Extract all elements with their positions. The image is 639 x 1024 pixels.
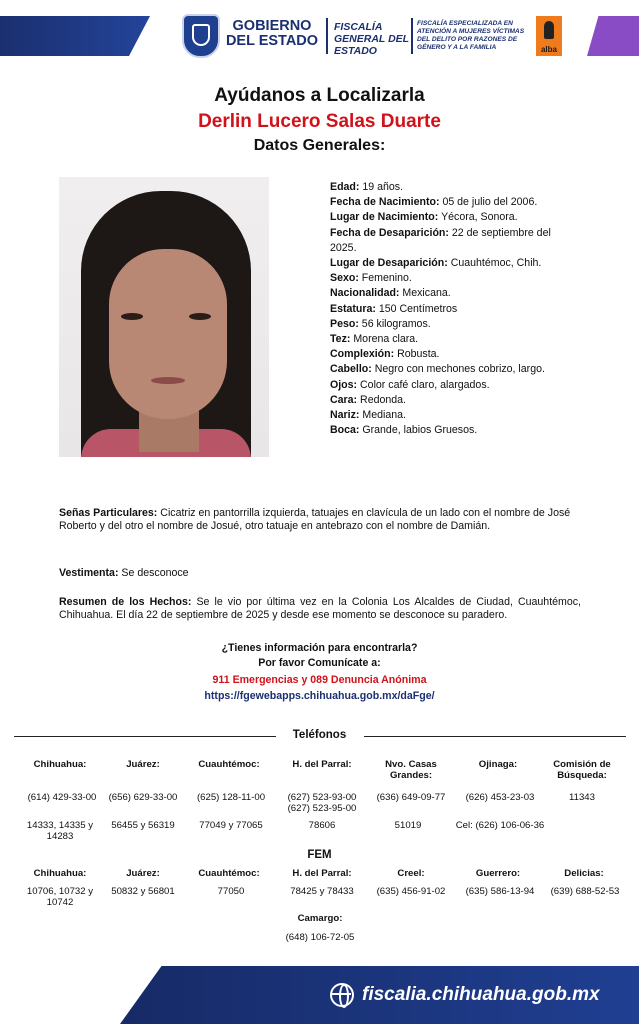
globe-icon xyxy=(330,983,354,1007)
phone-extension: 56455 y 56319 xyxy=(111,820,175,831)
data-item: Fecha de Nacimiento: 05 de julio del 2006. xyxy=(330,196,538,209)
missing-person-name: Derlin Lucero Salas Duarte xyxy=(198,111,441,132)
clothing: Vestimenta: Se desconoce xyxy=(59,567,189,579)
data-item: Lugar de Nacimiento: Yécora, Sonora. xyxy=(330,211,518,224)
fem-number: 77050 xyxy=(217,886,245,897)
contact-question: ¿Tienes información para encontrarla? xyxy=(221,642,418,654)
phone-extension: Cel: (626) 106-06-36 xyxy=(455,820,545,831)
data-item: Sexo: Femenino. xyxy=(330,272,412,285)
data-item: Edad: 19 años. xyxy=(330,181,404,193)
fem-title: FEM xyxy=(307,849,332,861)
data-item: Peso: 56 kilogramos. xyxy=(330,317,431,330)
data-item: Complexión: Robusta. xyxy=(330,348,440,361)
case-summary: Resumen de los Hechos: Se le vio por última vez en la Colonia Los Alcaldes de Ciudad, Cuauhtémoc, Chihuahua. El día 22 de septiembre de 2025 y desde ese momento se desconoce su paradero. xyxy=(59,596,581,621)
contact-instruction: Por favor Comunícate a: xyxy=(258,657,381,669)
phone-number: (636) 649-09-77 xyxy=(376,792,446,803)
phones-title: Teléfonos xyxy=(292,729,347,741)
phone-number: (614) 429-33-00 xyxy=(27,792,97,803)
data-item: Lugar de Desaparición: Cuauhtémoc, Chih. xyxy=(330,257,542,270)
gobierno-logo-text: GOBIERNO DEL ESTADO xyxy=(225,18,319,49)
phone-number: (627) 523-93-00 (627) 523-95-00 xyxy=(287,792,357,814)
header-divider xyxy=(411,18,413,54)
header xyxy=(0,0,639,70)
phone-number: (626) 453-23-03 xyxy=(465,792,535,803)
fem-number: (635) 456-91-02 xyxy=(376,886,446,897)
fem-header: Camargo: xyxy=(297,913,343,924)
footer-website-link[interactable]: fiscalia.chihuahua.gob.mx xyxy=(362,984,600,1005)
phone-header: Ojinaga: xyxy=(478,759,518,770)
alba-logo-text: alba xyxy=(540,45,557,54)
footer xyxy=(0,966,639,1024)
phone-extension: 77049 y 77065 xyxy=(199,820,263,831)
report-url-link[interactable]: https://fgewebapps.chihuahua.gob.mx/daFge/ xyxy=(204,690,435,702)
phone-number: (656) 629-33-00 xyxy=(108,792,178,803)
header-left-band xyxy=(0,16,150,56)
fem-number: (639) 688-52-53 xyxy=(550,886,620,897)
section-title: Datos Generales: xyxy=(253,137,386,154)
fem-header: Delicias: xyxy=(564,868,604,879)
data-item: Estatura: 150 Centímetros xyxy=(330,302,458,315)
distinguishing-marks: Señas Particulares: Cicatriz en pantorrilla izquierda, tatuajes en clavícula de un lado con el nombre de José Roberto y del otro el nombre de Josué, otro tatuaje en antebrazo con el nombre de Damián. xyxy=(59,507,571,532)
phone-header: Cuauhtémoc: xyxy=(198,759,260,770)
phone-extension: 14333, 14335 y 14283 xyxy=(26,820,94,842)
page-heading: Ayúdanos a Localizarla xyxy=(214,85,425,106)
data-item: Ojos: Color café claro, alargados. xyxy=(330,378,490,391)
fem-number: 10706, 10732 y 10742 xyxy=(26,886,94,908)
fem-number: 78425 y 78433 xyxy=(290,886,354,897)
fem-header: H. del Parral: xyxy=(292,868,352,879)
header-right-band xyxy=(587,16,639,56)
phone-extension: 78606 xyxy=(308,820,336,831)
phone-header: H. del Parral: xyxy=(292,759,352,770)
fem-header: Creel: xyxy=(397,868,425,879)
data-item: Nacionalidad: Mexicana. xyxy=(330,287,451,300)
phone-header: Chihuahua: xyxy=(33,759,87,770)
data-item: Boca: Grande, labios Gruesos. xyxy=(330,424,478,437)
data-item: Cara: Redonda. xyxy=(330,393,406,406)
fem-number: (648) 106-72-05 xyxy=(285,932,355,943)
fem-header: Chihuahua: xyxy=(33,868,87,879)
fem-header: Guerrero: xyxy=(475,868,521,879)
phone-header: Comisión de Búsqueda: xyxy=(553,759,611,781)
header-divider xyxy=(326,18,328,54)
fem-number: (635) 586-13-94 xyxy=(465,886,535,897)
data-item: Nariz: Mediana. xyxy=(330,409,406,422)
phone-number: 11343 xyxy=(569,792,595,803)
phone-header: Nvo. Casas Grandes: xyxy=(385,759,437,781)
alba-logo-icon xyxy=(536,16,562,56)
phone-extension: 51019 xyxy=(394,820,422,831)
general-data-list xyxy=(330,180,580,438)
emergency-numbers: 911 Emergencias y 089 Denuncia Anónima xyxy=(212,674,427,686)
fea-logo-text: FISCALÍA ESPECIALIZADA EN ATENCIÓN A MUJERES VÍCTIMAS DEL DELITO POR RAZONES DE GÉNERO Y A LA FAMILIA xyxy=(417,20,525,51)
state-shield-icon xyxy=(182,14,220,58)
phone-number: (625) 128-11-00 xyxy=(196,792,266,803)
fem-header: Cuauhtémoc: xyxy=(198,868,260,879)
fem-number: 50832 y 56801 xyxy=(111,886,175,897)
data-item: Fecha de Desaparición: 22 de septiembre del 2025. xyxy=(330,226,551,254)
data-item: Tez: Morena clara. xyxy=(330,333,419,346)
fem-header: Juárez: xyxy=(126,868,160,879)
data-item: Cabello: Negro con mechones cobrizo, largo. xyxy=(330,363,545,376)
fiscalia-logo-text: FISCALÍA GENERAL DEL ESTADO xyxy=(334,21,409,57)
person-photo xyxy=(59,177,269,457)
phone-header: Juárez: xyxy=(126,759,160,770)
